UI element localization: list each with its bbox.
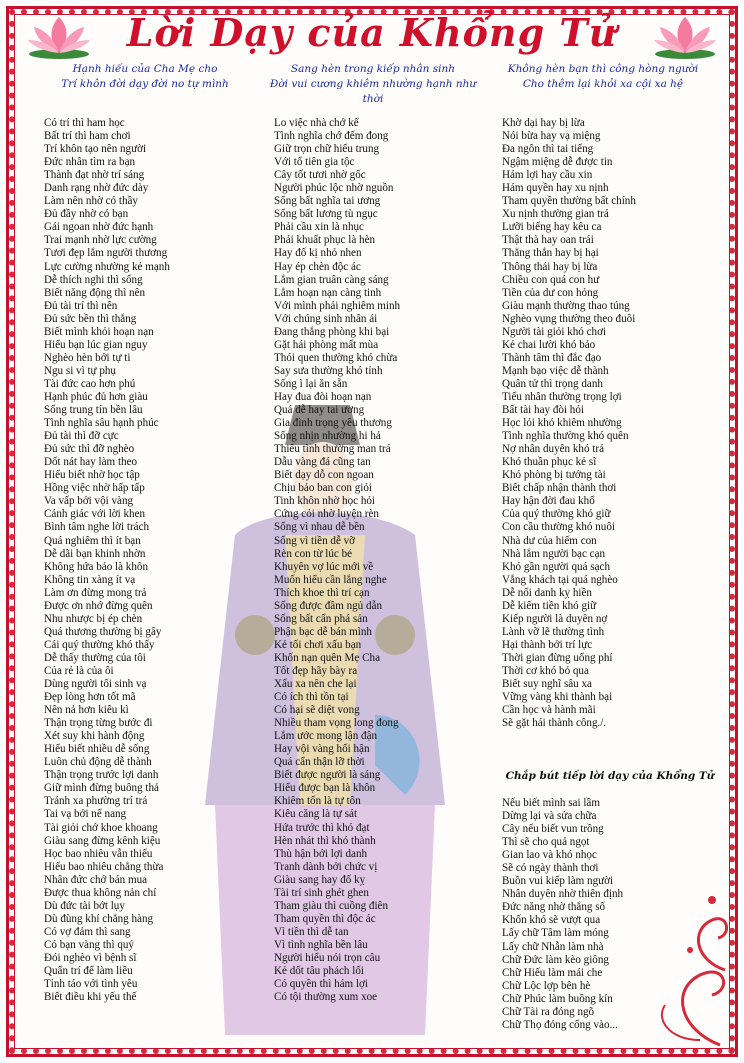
verse-line: Sống vì nhau dễ bền — [274, 521, 365, 534]
verse-line: Bất trí thì ham chơi — [44, 130, 131, 143]
page-title: Lời Dạy của Khổng Tử — [126, 10, 618, 55]
verse-line: Muốn hiểu cần lắng nghe — [274, 573, 387, 586]
verse-line: Dừng lại và sửa chữa — [502, 810, 597, 823]
verse-line: Lấy chữ Nhẫn làm nhà — [502, 940, 604, 953]
verse-line: Học bao nhiêu vẫn thiếu — [44, 847, 153, 860]
verse-line: Vắng khách tại quá nghèo — [502, 573, 618, 586]
verse-line: Sống bất nghĩa tai ương — [274, 195, 381, 208]
verse-line: Sống vì tiền dễ vỡ — [274, 534, 356, 547]
verse-line: Lưỡi biếng hay kêu ca — [502, 221, 602, 234]
verse-column-left — [44, 117, 170, 1004]
verse-line: Gian lao và khó nhọc — [502, 849, 597, 862]
verse-line: Được ơn nhớ đừng quên — [44, 599, 153, 612]
verse-line: Tình nghĩa chớ đếm đong — [274, 130, 389, 143]
verse-line: Kiếp người là duyên nợ — [502, 612, 608, 625]
verse-line: Hay hận đời đau khổ — [502, 495, 595, 508]
verse-line: Nhà lắm người bạc cạn — [502, 547, 606, 560]
verse-line: Tình nghĩa sâu hạnh phúc — [44, 417, 159, 430]
verse-line: Hiểu bạn lúc gian nguy — [44, 338, 148, 351]
verse-line: Dù đùng khí chẳng hàng — [44, 912, 154, 925]
verse-line: Hám quyền hay xu nịnh — [502, 182, 609, 195]
verse-line: Cái quý thường khó thấy — [44, 638, 155, 651]
verse-line: Tai vạ bởi nể nang — [44, 808, 127, 821]
subtitle-line: Hạnh hiếu của Cha Mẹ cho — [72, 63, 218, 75]
verse-line: Đủ đầy nhờ có bạn — [44, 208, 129, 221]
verse-line: Đủ sức bền thì thắng — [44, 312, 137, 325]
verse-line: Phải cầu xin là nhục — [274, 221, 364, 234]
verse-line: Dễ thấy thường của tôi — [44, 651, 146, 664]
verse-line: Quá thương thường bị gây — [44, 625, 162, 638]
verse-line: Chữ Tài ra đóng ngõ — [502, 1005, 595, 1018]
verse-line: Gia đình trọng yêu thương — [274, 417, 392, 430]
verse-line: Tinh khôn nhờ học hỏi — [274, 495, 375, 508]
verse-line: Tham quyền thường bất chính — [502, 195, 636, 208]
verse-line: Lắm gian truân càng sáng — [274, 273, 389, 286]
verse-line: Tươi đẹp lắm người thương — [44, 247, 168, 260]
verse-line: Thích khoe thì trí cạn — [274, 586, 370, 599]
verse-line: Dẫu vàng đá cũng tan — [274, 456, 371, 469]
verse-line: Đức nhân tìm ra bạn — [44, 156, 136, 169]
subtitle-center — [258, 62, 488, 107]
verse-line: Sống bất lương tù ngục — [274, 208, 378, 221]
verse-line: Lắm hoạn nạn càng tinh — [274, 286, 382, 299]
verse-line: Không hứa bảo là khôn — [44, 560, 148, 573]
verse-line: Đức năng nhờ thắng số — [502, 901, 606, 914]
verse-line: Người hiểu nói trọn câu — [274, 952, 381, 964]
verse-line: Khiêm tốn là tự tôn — [274, 795, 361, 808]
verse-line: Nhiều tham vọng long đong — [274, 717, 399, 730]
verse-line: Giàu mạnh thường thao túng — [502, 299, 630, 312]
verse-line: Của rẻ là của ôi — [44, 664, 114, 677]
verse-line: Phải khuất phục là hèn — [274, 234, 376, 247]
verse-line: Tiểu nhân thường trọng lợi — [502, 390, 622, 403]
verse-line: Cảnh giác với lời khen — [44, 508, 146, 521]
verse-line: Chiều con quá con hư — [502, 273, 600, 286]
verse-line: Biết chấp nhận thành thơi — [502, 482, 617, 495]
verse-line: Nợ nhân duyên khó trả — [502, 443, 604, 456]
verse-line: Sống được đầm ngủ dẫn — [274, 599, 383, 612]
verse-line: Dốt nát hay làm theo — [44, 456, 138, 469]
verse-line: Tốt đẹp hãy bày ra — [274, 664, 358, 677]
verse-line: Thành đạt nhờ trí sáng — [44, 169, 145, 182]
verse-line: Tình nghĩa thường khó quên — [502, 430, 629, 443]
verse-line: Thì sẽ cho quả ngọt — [502, 836, 590, 849]
verse-line: Có bạn vàng thì quý — [44, 938, 134, 951]
verse-line: Cứng cỏi nhờ luyện rèn — [274, 508, 379, 521]
verse-line: Hay đố kị nhỏ nhen — [274, 247, 362, 260]
verse-line: Hại thành bởi trí lực — [502, 638, 593, 651]
verse-line: Tham quyền thì độc ác — [274, 912, 376, 925]
verse-line: Say sưa thường khó tỉnh — [274, 364, 383, 377]
verse-line: Biết mình khỏi hoạn nạn — [44, 325, 154, 338]
verse-line: Giữ trọn chữ hiếu trung — [274, 143, 380, 156]
verse-line: Quá dễ hay tai ương — [274, 404, 365, 417]
verse-line: Vì tiền thì dễ tan — [274, 925, 349, 938]
verse-line: Luôn chủ động dễ thành — [44, 756, 152, 769]
subtitle-line: Cho thêm lại khỏi xa cội xa hệ — [522, 78, 684, 90]
verse-line: Quẩn trí để làm liều — [44, 965, 133, 978]
verse-line: Khờ dại hay bị lừa — [502, 117, 585, 129]
verse-line: Có quyền thì hám lợi — [274, 978, 368, 991]
verse-line: Với mình phải nghiêm minh — [274, 299, 401, 312]
verse-line: Gái ngoan nhờ đức hạnh — [44, 221, 154, 234]
verse-line: Tài giỏi chớ khoe khoang — [44, 821, 158, 834]
verse-line: Cây nếu biết vun trồng — [502, 823, 604, 836]
verse-line: Hiểu biết nhiều dễ sống — [44, 743, 150, 756]
verse-line: Có ích thì tồn tại — [274, 691, 349, 704]
verse-line: Biết năng động thì nên — [44, 286, 146, 299]
verse-line: Tỉnh táo với tình yêu — [44, 978, 138, 991]
verse-line: Nhà dư của hiếm con — [502, 534, 597, 547]
verse-line: Biết điều khi yếu thế — [44, 991, 137, 1004]
verse-line: Rèn con từ lúc bé — [274, 547, 353, 560]
verse-line: Nhu nhược bị ép chèn — [44, 612, 143, 625]
verse-line: Biết dạy dỗ con ngoan — [274, 469, 374, 482]
verse-line: Của quý thường khó giữ — [502, 508, 611, 521]
subtitle-line: Không hèn bạn thì công hòng người — [507, 63, 699, 75]
verse-line: Vì tình nghĩa bền lâu — [274, 938, 368, 951]
verse-line: Thói quen thường khó chừa — [274, 351, 398, 364]
verse-line: Với tổ tiên gia tộc — [274, 156, 355, 169]
verse-line: Tiền của dư con hỏng — [502, 286, 599, 299]
verse-line: Quá cẩn thận lỡ thời — [274, 756, 365, 769]
verse-line: Chữ Đức làm kèo giông — [502, 953, 609, 966]
verse-line: Dùng người tối sinh vạ — [44, 678, 147, 691]
verse-line: Va vấp bởi vội vàng — [44, 495, 134, 508]
verse-line: Sẽ gặt hái thành công./. — [502, 717, 607, 730]
verse-line: Dù đức tài bớt lụy — [44, 899, 125, 912]
verse-line: Sống trung tín bền lâu — [44, 404, 143, 417]
verse-line: Lắm ước mong lận đận — [274, 730, 378, 743]
subtitle-right — [488, 62, 718, 92]
verse-line: Sống bất cẩn phá sản — [274, 612, 368, 625]
verse-line: Đang thắng phòng khi bại — [274, 325, 390, 338]
verse-line: Thiếu tình thường man trá — [274, 443, 391, 456]
verse-line: Đói nghèo vì bệnh sĩ — [44, 952, 137, 964]
subtitle-line: Đời vui cương khiêm nhường hạnh như thời — [269, 78, 477, 105]
verse-line: Hay đua đòi hoạn nạn — [274, 390, 372, 403]
verse-line: Kẻ chai lười khó bảo — [502, 338, 596, 351]
verse-line: Chịu bảo ban con giỏi — [274, 482, 372, 495]
verse-line: Ngậm miệng dễ được tin — [502, 156, 613, 169]
verse-line: Giàu sang đừng kênh kiệu — [44, 834, 161, 847]
verse-line: Hiểu bao nhiêu chẳng thừa — [44, 860, 164, 873]
verse-line: Cần học và hành mãi — [502, 704, 596, 717]
verse-line: Tranh dành bởi chức vị — [274, 860, 378, 873]
verse-line: Xấu xa nên che lại — [274, 678, 357, 691]
verse-line: Hồng việc nhờ hấp tấp — [44, 482, 145, 495]
verse-line: Thời gian đừng uổng phí — [502, 651, 613, 664]
verse-line: Dễ nổi danh kỵ hiền — [502, 586, 592, 599]
verse-line: Hám lợi hay cầu xin — [502, 169, 593, 182]
verse-line: Buồn vui kiếp làm người — [502, 875, 614, 888]
verse-line: Phận bạc dễ bán mình — [274, 625, 372, 638]
verse-line: Dễ kiếm tiền khó giữ — [502, 599, 597, 612]
verse-line: Đủ tài trí thì nên — [44, 299, 118, 312]
verse-line: Nghèo hèn bởi tự ti — [44, 351, 131, 364]
verse-line: Dễ dãi bạn khinh nhờn — [44, 547, 146, 560]
verse-line: Quá nghiêm thì ít bạn — [44, 534, 141, 547]
verse-line: Có tội thường xum xoe — [274, 991, 378, 1004]
verse-line: Nhân đức chớ bán mua — [44, 873, 148, 886]
verse-line: Gặt hái phòng mất mùa — [274, 338, 379, 351]
verse-line: Biết suy nghĩ sâu xa — [502, 678, 592, 691]
verse-column-right — [502, 117, 636, 730]
verse-line: Khốn nạn quên Mẹ Cha — [274, 651, 380, 664]
verse-line: Tránh xa phường trí trá — [44, 795, 148, 808]
subtitle-line: Sang hèn trong kiếp nhân sinh — [290, 63, 456, 75]
verse-line: Khó thuần phục kẻ sĩ — [502, 456, 597, 469]
verse-line: Giữ mình đừng buông thả — [44, 782, 159, 795]
verse-line: Người phúc lộc nhờ nguồn — [274, 182, 394, 195]
verse-line: Đẹp lòng hơn tốt mã — [44, 691, 136, 704]
verse-line: Thời cơ khó bỏ qua — [502, 664, 589, 677]
subtitle-left — [30, 62, 260, 92]
verse-line: Thông thái hay bị lừa — [502, 260, 598, 273]
verse-line: Bình tâm nghe lời trách — [44, 521, 150, 534]
verse-line: Đa ngôn thì tai tiếng — [502, 143, 594, 156]
verse-line: Nghèo vụng thường theo đuôi — [502, 312, 636, 325]
verse-line: Mạnh bạo việc dễ thành — [502, 364, 609, 377]
verse-line: Thận trọng từng bước đi — [44, 717, 153, 730]
verse-line: Lo việc nhà chớ kể — [274, 117, 359, 129]
verse-line: Lành vỡ lẽ thường tình — [502, 625, 605, 638]
verse-line: Đủ sức thì đỡ nghèo — [44, 443, 135, 456]
verse-line: Khuyên vợ lúc mới về — [274, 560, 374, 573]
verse-line: Khó gần người quá sạch — [502, 560, 611, 573]
verse-line: Sẽ có ngày thành thơi — [502, 862, 599, 875]
verse-line: Xu nịnh thường gian trá — [502, 208, 609, 221]
verse-line: Hứa trước thì khó đạt — [274, 821, 370, 834]
verse-line: Lấy chữ Tâm làm móng — [502, 927, 609, 940]
verse-column-middle — [274, 117, 400, 1004]
verse-line: Người tài giỏi khó chơi — [502, 325, 607, 338]
verse-line: Học lỏi khó khiêm nhường — [502, 417, 622, 430]
verse-line: Chữ Thọ đóng cổng vào... — [502, 1018, 618, 1031]
verse-line: Khó phòng bị tướng tài — [502, 469, 606, 482]
verse-line: Chữ Lộc lợp bên hè — [502, 979, 591, 992]
verse-line: Kẻ tối chơi xấu bạn — [274, 638, 362, 651]
verse-line: Có vợ đảm thì sang — [44, 925, 131, 938]
verse-line: Thẳng thắn hay bị hại — [502, 247, 599, 260]
verse-line: Xét suy khi hành động — [44, 730, 145, 743]
verse-line: Tài trí sinh ghét ghen — [274, 886, 369, 899]
subtitle-line: Trí khôn đời dạy đời no tự mình — [61, 78, 229, 90]
verse-line: Biết được người là sáng — [274, 769, 381, 782]
verse-line: Ngu si vì tự phụ — [44, 364, 116, 377]
verse-line: Danh rạng nhờ đức dày — [44, 182, 149, 195]
verse-line: Hiểu được bạn là khôn — [274, 782, 376, 795]
verse-line: Nếu biết mình sai lầm — [502, 797, 600, 809]
verse-line: Hay ép chèn độc ác — [274, 260, 361, 273]
verse-line: Hay vội vàng hối hận — [274, 743, 370, 756]
verse-line: Trai mạnh nhờ lực cường — [44, 234, 157, 247]
verse-line: Bất tài hay đòi hỏi — [502, 404, 584, 417]
verse-line: Thành tâm thì đắc đạo — [502, 351, 602, 364]
verse-line: Thận trọng trước lợi danh — [44, 769, 159, 782]
verse-line: Hiểu biết nhờ học tập — [44, 469, 140, 482]
verse-line: Tài đức cao hơn phú — [44, 377, 136, 390]
verse-line: Làm ơn đừng mong trả — [44, 586, 147, 599]
verse-line: Với chúng sinh nhân ái — [274, 312, 378, 325]
verse-line: Lực cường nhường kẻ mạnh — [44, 260, 170, 273]
verse-line: Kiêu căng là tự sát — [274, 808, 358, 821]
verse-line: Đủ tài thì đỡ cực — [44, 430, 119, 443]
verse-line: Có hại sẽ diệt vong — [274, 704, 360, 717]
verse-line: Thật thà hay oan trái — [502, 234, 594, 247]
verse-line: Chữ Hiếu làm mái che — [502, 966, 603, 979]
verse-line: Nói bừa hay vạ miệng — [502, 130, 601, 143]
verse-line: Không tin xàng ít vạ — [44, 573, 136, 586]
verse-line: Dễ thích nghi thì sống — [44, 273, 143, 286]
verse-line: Quân tử thì trọng danh — [502, 377, 603, 390]
verse-line: Nhân duyên nhờ thiên định — [502, 888, 624, 901]
verse-line: Có trí thì ham học — [44, 117, 125, 129]
verse-line: Thù hận bởi lợi danh — [274, 847, 368, 860]
verse-column-right-continuation — [502, 797, 623, 1032]
verse-line: Giàu sang hay đố kỵ — [274, 873, 366, 886]
verse-line: Làm nên nhờ có thầy — [44, 195, 138, 208]
verse-line: Kẻ dốt tâu phách lối — [274, 965, 364, 978]
verse-line: Sống ì lại ăn sẵn — [274, 377, 348, 390]
verse-line: Trí khôn tạo nên người — [44, 143, 147, 156]
verse-line: Vững vàng khi thành bại — [502, 691, 613, 704]
verse-line: Tham giàu thì cuồng điên — [274, 899, 388, 912]
verse-line: Chữ Phúc làm buồng kín — [502, 992, 613, 1005]
verse-line: Cây tốt tươi nhờ gốc — [274, 169, 366, 182]
verse-line: Sống nhịn nhường hi hả — [274, 430, 381, 443]
verse-line: Hạnh phúc đủ hơn giàu — [44, 390, 148, 403]
verse-line: Hèn nhát thì khó thành — [274, 834, 376, 847]
verse-line: Nên nả hơn kiêu kì — [44, 704, 129, 717]
verse-line: Được thua không nản chí — [44, 886, 157, 899]
verse-line: Khốn khó sẽ vượt qua — [502, 914, 601, 927]
swirl-ornament — [640, 880, 735, 1050]
verse-line: Con cầu thường khó nuôi — [502, 521, 615, 534]
section-heading: Chắp bút tiếp lời dạy của Khổng Tử — [505, 770, 715, 782]
